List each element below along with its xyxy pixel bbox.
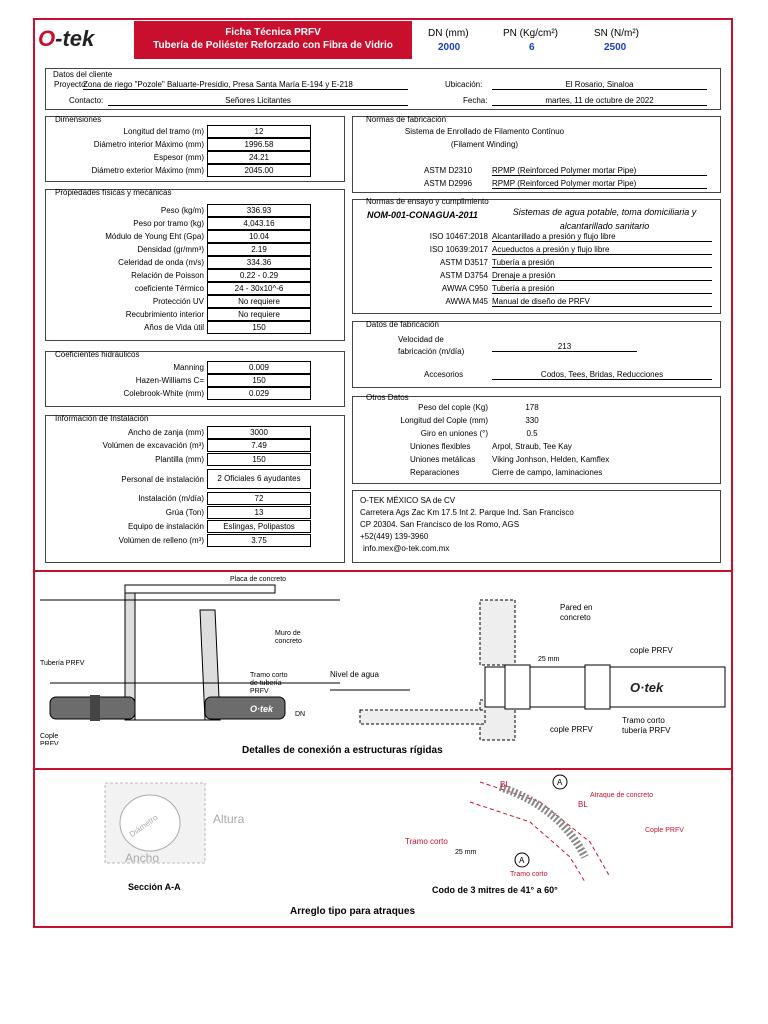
label-25mm: 25 mm: [538, 656, 560, 663]
label-25mm-2: 25 mm: [455, 849, 477, 856]
company-name: O-TEK MÉXICO SA de CV: [360, 496, 456, 505]
fab-norm-code: ASTM D2996: [424, 179, 473, 188]
codo-drawing: [400, 772, 710, 882]
prop-value: 150: [207, 321, 311, 334]
section-aa-drawing: [95, 778, 275, 873]
label-tramo: Tramo corto: [405, 837, 448, 846]
hyd-label: Hazen-Williams C=: [135, 376, 204, 385]
fab-norms-title: Normas de fabricación: [366, 115, 447, 124]
test-norm-desc: Alcantarillado a presión y flujo libre: [492, 232, 712, 242]
label-cople-prfv-bottom: cople PRFV: [550, 725, 593, 734]
project-value: Zona de riego "Pozole" Baluarte-Presidio, Presa Santa María E-194 y E-218: [83, 80, 408, 90]
wall-connection-drawing-left: [40, 575, 340, 745]
nom-code: NOM-001-CONAGUA-2011: [367, 210, 478, 220]
dimensions-title: Dimensiones: [55, 115, 102, 124]
prop-value: 336.93: [207, 204, 311, 217]
other-value: 178: [525, 403, 539, 412]
label-bl-2: BL: [578, 800, 588, 809]
wall-connection-drawing-right: [330, 595, 730, 745]
prop-label: Recubrimiento interior: [125, 310, 204, 319]
prop-label: Densidad (gr/mm³): [137, 245, 204, 254]
label-cople-1: Cople: [40, 733, 59, 740]
fab-norm-desc: RPMP (Reinforced Polymer mortar Pipe): [492, 166, 707, 176]
prop-label: coeficiente Térmico: [134, 284, 204, 293]
otek-logo: O-tek: [38, 26, 95, 51]
hydraulic-title: Coeficientes hidráulicos: [55, 350, 140, 359]
connection-caption: Detalles de conexión a estructuras rígidas: [242, 745, 443, 756]
location-label: Ubicación:: [445, 80, 483, 89]
install-label: Plantilla (mm): [155, 455, 204, 464]
install-value: 13: [207, 506, 311, 519]
sn-label: SN (N/m²): [594, 28, 639, 39]
other-value: 330: [525, 416, 539, 425]
other-value: Cierre de campo, laminaciones: [492, 468, 603, 477]
other-label: Uniones metálicas: [410, 455, 476, 464]
dim-value: 12: [207, 125, 311, 138]
date-label: Fecha:: [463, 96, 488, 105]
install-label: Equipo de instalación: [127, 522, 204, 531]
other-value: 0.5: [526, 429, 538, 438]
section-divider: [33, 768, 733, 770]
dim-value: 24.21: [207, 151, 311, 164]
label-bl-1: BL: [500, 780, 510, 789]
contact-label: Contacto:: [69, 96, 104, 105]
dim-value: 2045.00: [207, 164, 311, 177]
contact-value: Señores Licitantes: [108, 96, 408, 106]
label-cople-prfv-top: cople PRFV: [630, 646, 673, 655]
label-tuberia: Tubería PRFV: [40, 660, 85, 667]
label-tramo-corto-1: Tramo corto: [622, 716, 665, 725]
fab-norm-line2: (Filament Winding): [450, 140, 519, 149]
accessories-label: Accesorios: [424, 370, 464, 379]
label-placa: Placa de concreto: [230, 576, 287, 583]
atraque-caption: Arreglo tipo para atraques: [290, 906, 416, 917]
test-norm-desc: Manual de diseño de PRFV: [492, 297, 712, 307]
prop-label: Peso por tramo (kg): [133, 219, 204, 228]
pn-label: PN (Kg/cm²): [503, 28, 558, 39]
install-label: Grúa (Ton): [165, 508, 204, 517]
prop-value: 2.19: [207, 243, 311, 256]
section-aa-caption: Sección A-A: [128, 882, 181, 892]
sn-value: 2500: [604, 42, 627, 53]
hyd-value: 150: [207, 374, 311, 387]
svg-text:O·tek: O·tek: [250, 704, 274, 714]
label-cople-2: PRFV: [40, 741, 59, 745]
hyd-label: Colebrook-White (mm): [123, 389, 204, 398]
prop-label: Celeridad de onda (m/s): [118, 258, 204, 267]
prop-label: Módulo de Young Eht (Gpa): [105, 232, 204, 241]
prop-value: No requiere: [207, 295, 311, 308]
label-diametro: Diámetro: [127, 812, 160, 839]
hyd-label: Manning: [173, 363, 204, 372]
fab-data-title: Datos de fabricación: [366, 320, 439, 329]
other-value: Arpol, Straub, Tee Kay: [492, 442, 572, 451]
hyd-value: 0.029: [207, 387, 311, 400]
sheet-subtitle: Tubería de Poliéster Reforzado con Fibra de Vidrio: [153, 40, 393, 51]
company-phone: +52(449) 139-3960: [360, 532, 429, 541]
prop-label: Años de Vida útil: [144, 323, 204, 332]
codo-caption: Codo de 3 mitres de 41° a 60°: [432, 885, 558, 895]
label-tramo-2: de tubería: [250, 680, 282, 687]
prop-value: 334.36: [207, 256, 311, 269]
dim-label: Espesor (mm): [153, 153, 204, 162]
speed-value: 213: [492, 342, 637, 352]
nom-desc-1: Sistemas de agua potable, toma domiciliaria y: [512, 207, 697, 217]
dn-value: 2000: [438, 42, 461, 53]
test-norm-code: AWWA C950: [441, 284, 488, 293]
sheet-title: Ficha Técnica PRFV: [225, 27, 321, 38]
prop-value: 24 - 30x10^-6: [207, 282, 311, 295]
install-label: Instalación (m/día): [138, 494, 204, 503]
pn-value: 6: [529, 42, 535, 53]
accessories-value: Codos, Tees, Bridas, Reducciones: [492, 370, 712, 380]
other-value: Viking Jonhson, Helden, Kamflex: [492, 455, 610, 464]
label-a-bottom: A: [519, 856, 525, 865]
label-pared-2: concreto: [560, 613, 591, 622]
label-altura: Altura: [213, 812, 245, 826]
client-section-title: Datos del cliente: [53, 70, 113, 79]
other-label: Longitud del Cople (mm): [400, 416, 488, 425]
other-label: Peso del cople (Kg): [418, 403, 488, 412]
label-ancho: Ancho: [125, 851, 160, 865]
label-tramo-1: Tramo corto: [250, 672, 288, 679]
company-email[interactable]: info.mex@o-tek.com.mx: [363, 544, 450, 553]
label-muro-2: concreto: [275, 638, 302, 645]
install-value: Eslingas, Polipastos: [207, 520, 311, 533]
install-label: Volúmen de relleno (m³): [118, 536, 204, 545]
prop-label: Protección UV: [152, 297, 204, 306]
prop-value: 0.22 - 0.29: [207, 269, 311, 282]
speed-label-1: Velocidad de: [398, 335, 444, 344]
test-norm-code: ISO 10639:2017: [429, 245, 488, 254]
label-pared-1: Pared en: [560, 603, 593, 612]
speed-label-2: fabricación (m/día): [398, 347, 465, 356]
prop-label: Peso (kg/m): [160, 206, 204, 215]
install-value: 2 Oficiales 6 ayudantes: [207, 469, 311, 489]
test-norm-code: ASTM D3517: [439, 258, 488, 267]
test-norm-desc: Drenaje a presión: [492, 271, 712, 281]
other-label: Reparaciones: [410, 468, 460, 477]
header-title-block: [134, 21, 412, 59]
test-norm-code: ISO 10467:2018: [429, 232, 488, 241]
fab-norm-code: ASTM D2310: [424, 166, 473, 175]
prop-label: Relación de Poisson: [131, 271, 204, 280]
other-label: Uniones flexibles: [410, 442, 471, 451]
test-norm-code: ASTM D3754: [439, 271, 488, 280]
install-title: Información de Instalación: [55, 414, 149, 423]
label-tramo-3: PRFV: [250, 688, 269, 695]
dim-label: Longitud del tramo (m): [123, 127, 204, 136]
test-norm-code: AWWA M45: [445, 297, 488, 306]
dim-label: Diámetro interior Máximo (mm): [93, 140, 204, 149]
test-norm-desc: Tubería a presión: [492, 284, 712, 294]
test-norm-desc: Tubería a presión: [492, 258, 712, 268]
install-value: 3.75: [207, 534, 311, 547]
hyd-value: 0.009: [207, 361, 311, 374]
project-label: Proyecto:: [54, 80, 88, 89]
install-label: Personal de instalación: [121, 475, 204, 484]
company-address-1: Carretera Ags Zac Km 17.5 Int 2. Parque Ind. San Francisco: [360, 508, 574, 517]
label-atraque: Atraque de concreto: [590, 792, 654, 799]
other-data-title: Otros Datos: [366, 393, 409, 402]
svg-text:O·tek: O·tek: [630, 680, 664, 695]
properties-title: Propiedades físicas y mecánicas: [55, 188, 172, 197]
dn-label: DN (mm): [428, 28, 469, 39]
label-muro-1: Muro de: [275, 630, 301, 637]
install-label: Volúmen de excavación (m³): [102, 441, 204, 450]
other-label: Giro en uniones (°): [420, 429, 488, 438]
install-value: 7.49: [207, 439, 311, 452]
test-norm-desc: Acueductos a presión y flujo libre: [492, 245, 712, 255]
nom-desc-2: alcantarillado sanitario: [559, 221, 650, 231]
label-tramo-2: Tramo corto: [510, 871, 548, 878]
prop-value: No requiere: [207, 308, 311, 321]
dim-label: Diámetro exterior Máximo (mm): [91, 166, 204, 175]
label-tramo-corto-2: tubería PRFV: [622, 726, 671, 735]
install-value: 150: [207, 453, 311, 466]
prop-value: 10.04: [207, 230, 311, 243]
date-value: martes, 11 de octubre de 2022: [492, 96, 707, 106]
fab-norm-desc: RPMP (Reinforced Polymer mortar Pipe): [492, 179, 707, 189]
label-a-top: A: [557, 778, 563, 787]
dim-value: 1996.58: [207, 138, 311, 151]
install-label: Ancho de zanja (mm): [127, 428, 204, 437]
label-dn: DN: [295, 711, 306, 718]
section-divider: [33, 570, 733, 572]
fab-norm-line1: Sistema de Enrollado de Filamento Contínuo: [404, 127, 565, 136]
install-value: 72: [207, 492, 311, 505]
label-cople: Cople PRFV: [645, 827, 684, 834]
install-value: 3000: [207, 426, 311, 439]
test-norms-title: Normas de ensayo y cumplimiento: [366, 197, 489, 206]
label-nivel: Nivel de agua: [330, 670, 379, 679]
location-value: El Rosario, Sinaloa: [492, 80, 707, 90]
prop-value: 4,043.16: [207, 217, 311, 230]
company-address-2: CP 20304. San Francisco de los Romo, AGS: [360, 520, 520, 529]
